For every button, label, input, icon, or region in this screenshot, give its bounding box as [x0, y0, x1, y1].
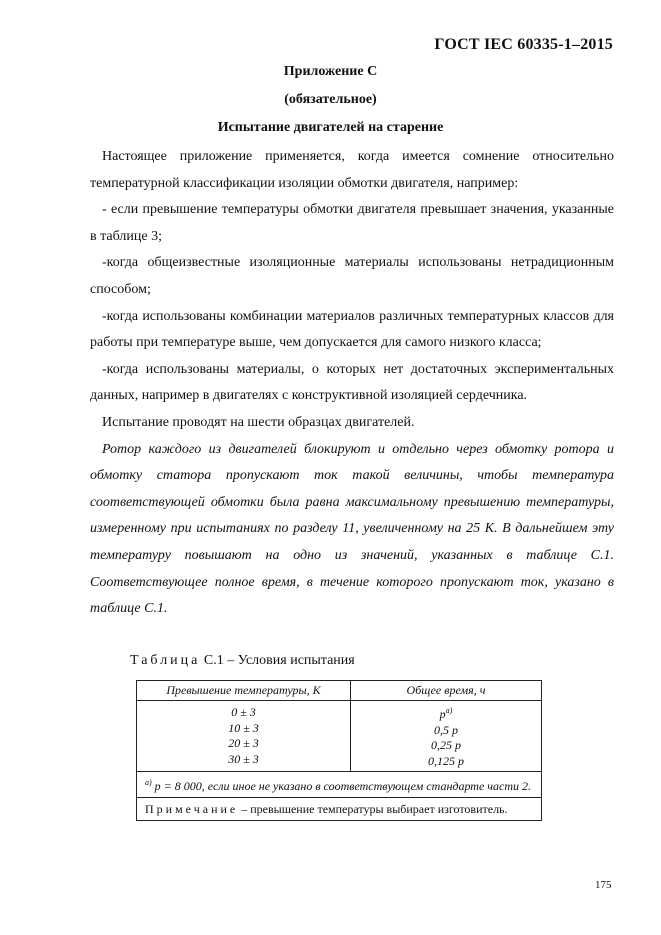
footnote-marker: a)	[445, 706, 453, 715]
time-values-cell	[351, 701, 542, 772]
test-conditions-table	[136, 680, 542, 821]
table-footnote-row	[137, 772, 542, 798]
time-value	[355, 703, 537, 723]
table-footnote	[137, 772, 542, 798]
temperature-value: 20 ± 3	[228, 736, 259, 750]
table-note-row	[137, 798, 542, 821]
body-text	[90, 144, 614, 623]
table-caption-text: С.1 – Условия испытания	[200, 653, 355, 668]
time-value: 0,25 p	[431, 738, 461, 752]
temperature-value: 0 ± 3	[231, 705, 256, 719]
paragraph-samples: Испытание проводят на шести образцах двигателей.	[102, 414, 415, 430]
appendix-title: Приложение С	[283, 64, 378, 79]
temperature-value: 10 ± 3	[228, 720, 259, 735]
appendix-heading: Испытание двигателей на старение	[217, 120, 444, 135]
paragraph-item-3: -когда использованы комбинации материалов различных температурных классов для работы при температуре выше, чем допускается для самого низкого класса;	[90, 308, 614, 351]
footnote-text: p = 8 000, если иное не указано в соответствующем стандарте части 2.	[151, 779, 532, 793]
footnote-marker: a)	[145, 778, 152, 787]
note-label: Примечание	[145, 802, 239, 816]
appendix-status: (обязательное)	[284, 92, 377, 107]
time-value: 0,5 p	[434, 722, 458, 737]
note-text: – превышение температуры выбирает изготовитель.	[238, 802, 508, 816]
table-note	[137, 798, 542, 821]
page-number: 175	[595, 879, 612, 891]
paragraph-procedure: Ротор каждого из двигателей блокируют и отдельно через обмотку ротора и обмотку статора пропускают ток такой величины, чтобы температура соответствующей обмотки была равна максимальному превышению температуры, измеренному при испытаниях по разделу 11, увеличенному на 25 К. В дальнейшем эту температуру повышают на одно из значений, указанных в таблице С.1. Соответствующее полное время, в течение которого пропускают ток, указано в таблице С.1.	[90, 441, 614, 617]
standard-code: ГОСТ IEC 60335-1–2015	[434, 36, 613, 53]
column-header-temperature: Превышение температуры, К	[137, 681, 351, 701]
temperature-values-cell	[137, 701, 351, 772]
time-value: 0,125 p	[428, 753, 464, 768]
table-header-row	[137, 681, 542, 701]
table-values-row	[137, 701, 542, 772]
paragraph-item-2: -когда общеизвестные изоляционные материалы использованы нетрадиционным способом;	[90, 255, 614, 297]
paragraph-item-4: -когда использованы материалы, о которых нет достаточных экспериментальных данных, например в двигателях с конструктивной изоляцией сердечника.	[90, 361, 614, 404]
paragraph-item-1: - если превышение температуры обмотки двигателя превышает значения, указанные в таблице 3;	[90, 202, 614, 244]
table-caption	[130, 653, 355, 669]
temperature-value: 30 ± 3	[228, 751, 259, 766]
time-value-text: p	[439, 707, 446, 721]
table-caption-label: Таблица	[130, 653, 201, 668]
column-header-time: Общее время, ч	[351, 681, 542, 701]
paragraph-intro: Настоящее приложение применяется, когда имеется сомнение относительно температурной классификации изоляции обмотки двигателя, например:	[90, 149, 614, 191]
